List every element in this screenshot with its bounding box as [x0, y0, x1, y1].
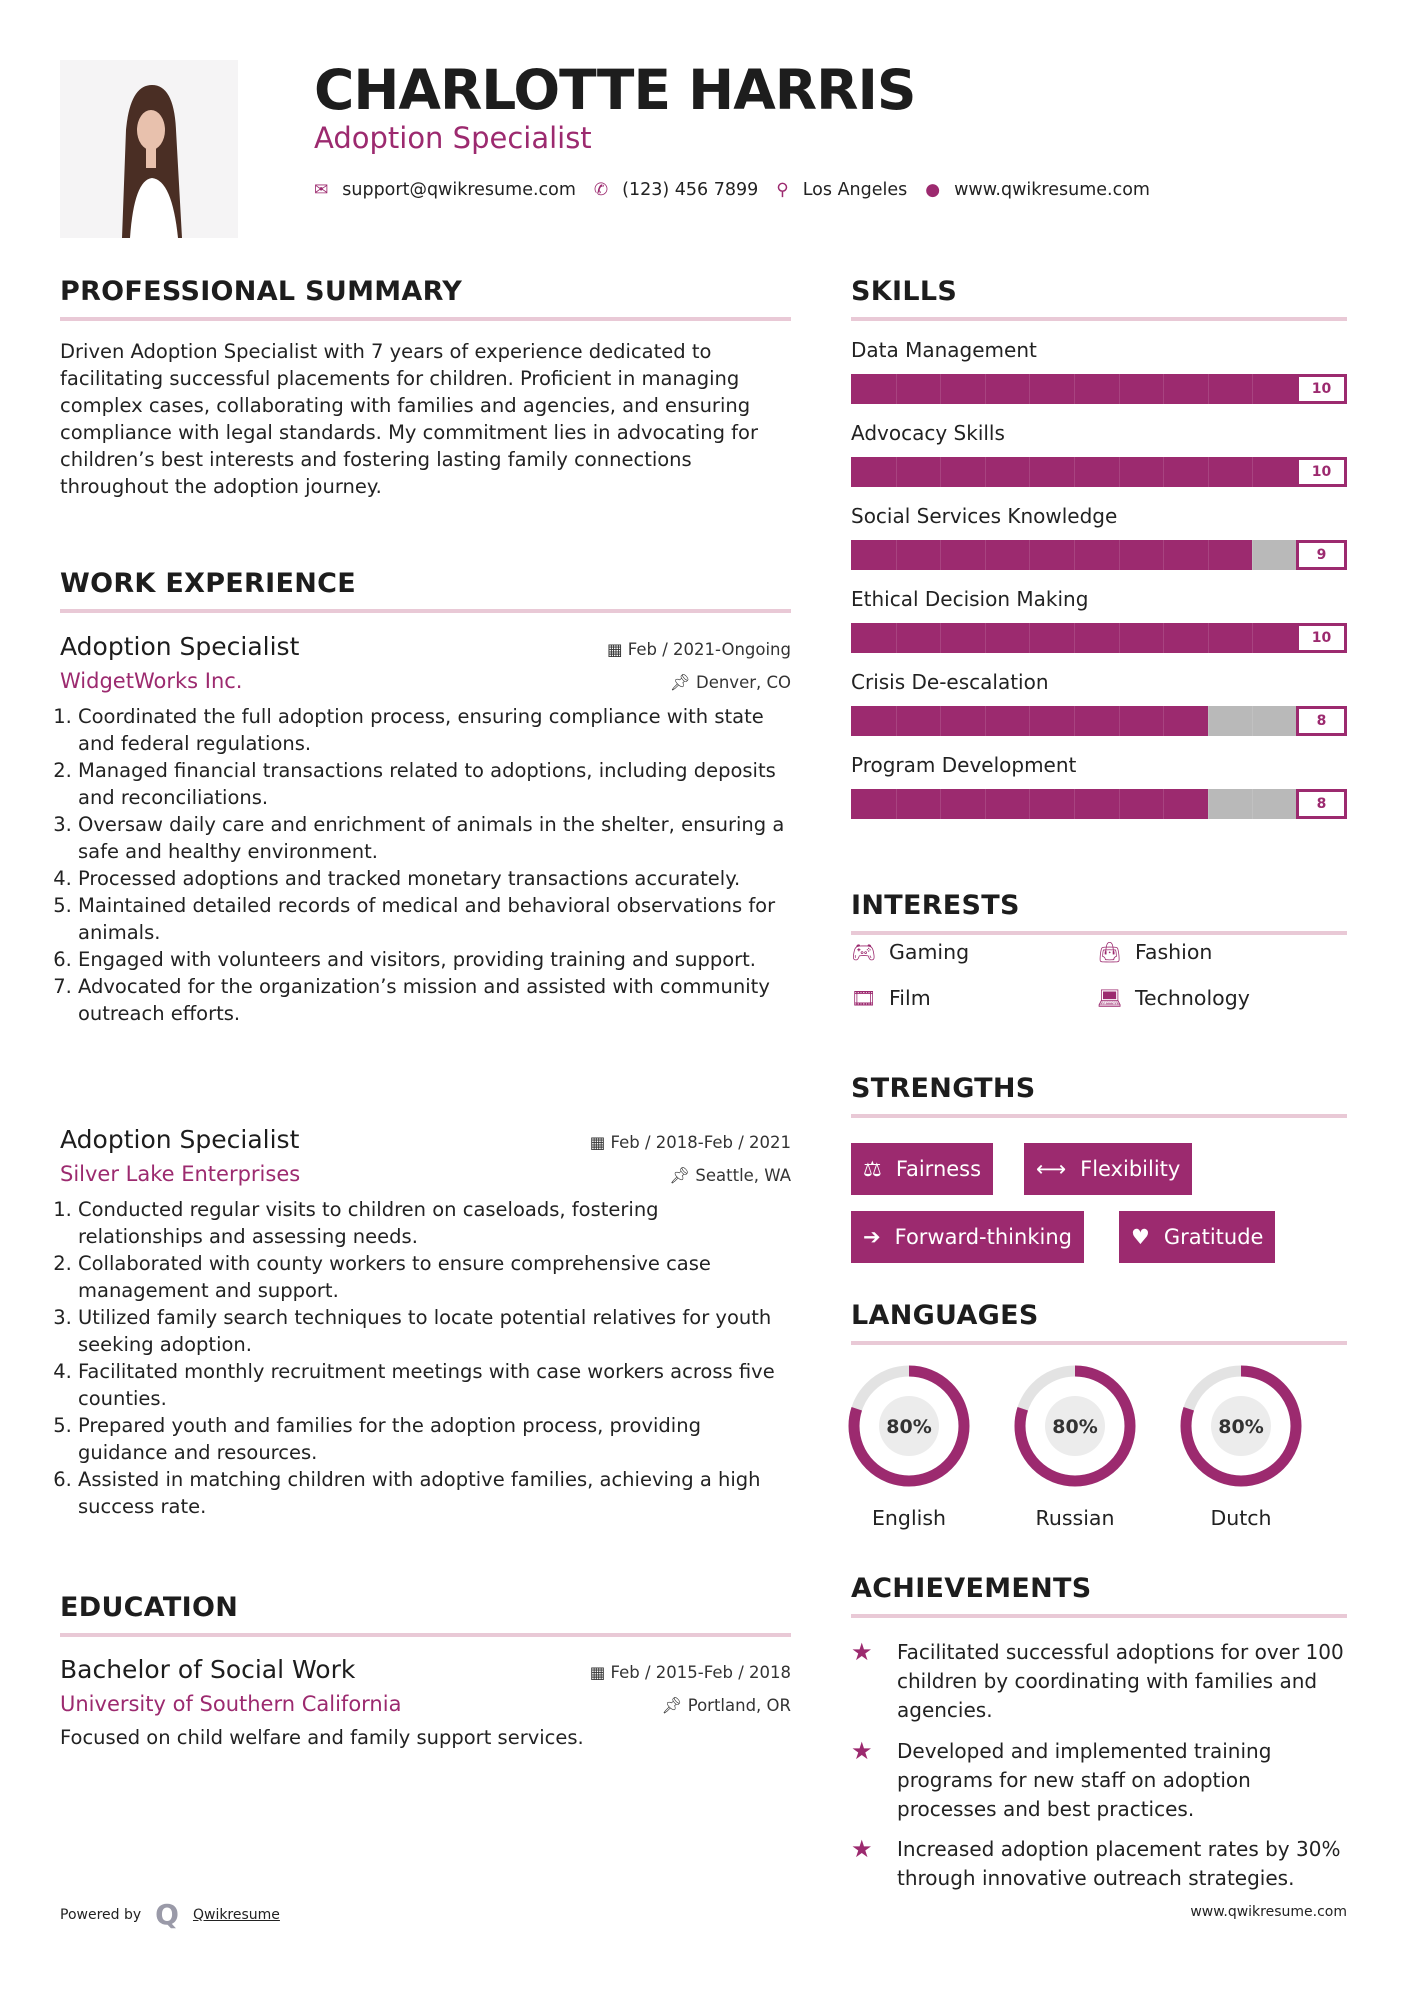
strengths-section: [851, 1073, 1347, 1273]
skill-bar: [851, 706, 1347, 736]
skill-label: Crisis De-escalation: [851, 670, 1049, 694]
skill-segment-divider: [940, 789, 941, 819]
list-item: 1. Conducted regular visits to children on caseloads, fostering relationships and assessing needs.: [78, 1196, 785, 1250]
skill-segment-divider: [1074, 623, 1075, 653]
footer-website[interactable]: www.qwikresume.com: [1190, 1904, 1347, 1920]
list-item: 4. Facilitated monthly recruitment meetings with case workers across five counties.: [78, 1358, 785, 1412]
skill-bar: [851, 457, 1347, 487]
list-item: 6. Assisted in matching children with adoptive families, achieving a high success rate.: [78, 1466, 785, 1520]
interest-fashion: [1097, 940, 1212, 964]
section-heading: STRENGTHS: [851, 1073, 1036, 1104]
film-icon: 🎞︎: [851, 986, 877, 1010]
shooting-star-icon: ★: [851, 1638, 873, 1666]
achievement-text: Facilitated successful adoptions for over 100 children by coordinating with families and agencies.: [897, 1640, 1344, 1722]
section-divider: [60, 1633, 791, 1637]
achievement-text: Increased adoption placement rates by 30% through innovative outreach strategies.: [897, 1837, 1341, 1890]
list-item: 2. Managed financial transactions related to adoptions, including deposits and reconciliations.: [78, 757, 785, 811]
section-divider: [60, 317, 791, 321]
skill-segment-divider: [896, 623, 897, 653]
skill-track: [851, 706, 1297, 736]
website-link[interactable]: www.qwikresume.com: [954, 180, 1150, 200]
section-divider: [851, 1614, 1347, 1618]
phone-text: (123) 456 7899: [622, 180, 759, 200]
section-divider: [851, 931, 1347, 935]
achievements-section: [851, 1573, 1347, 1618]
skill-segment-divider: [896, 540, 897, 570]
skill-item: [851, 504, 1347, 570]
skill-segment-divider: [985, 540, 986, 570]
skill-label: Data Management: [851, 338, 1037, 362]
skill-bar: [851, 623, 1347, 653]
strength-chip: [1119, 1211, 1275, 1263]
footer-brand: [60, 1898, 280, 1931]
section-divider: [851, 1341, 1347, 1345]
job-bullets: [60, 703, 785, 1027]
skill-track: [851, 789, 1297, 819]
skill-segment-divider: [1208, 374, 1209, 404]
interest-label: Gaming: [889, 940, 970, 964]
skill-segment-divider: [985, 623, 986, 653]
skill-segment-divider: [985, 789, 986, 819]
skill-score: 10: [1296, 457, 1347, 487]
interest-label: Fashion: [1135, 940, 1213, 964]
skill-segment-divider: [940, 623, 941, 653]
skill-segment-divider: [1074, 789, 1075, 819]
achievement-item: [851, 1638, 1347, 1725]
language-item: [847, 1364, 971, 1530]
list-item: 5. Maintained detailed records of medical and behavioral observations for animals.: [78, 892, 785, 946]
interest-gaming: [851, 940, 969, 964]
skill-bar: [851, 540, 1347, 570]
phone-icon: ✆: [593, 180, 609, 200]
section-heading: WORK EXPERIENCE: [60, 568, 356, 599]
list-item: 3. Utilized family search techniques to locate potential relatives for youth seeking adoption.: [78, 1304, 785, 1358]
gamepad-icon: 🎮︎: [851, 940, 877, 964]
job-title: Adoption Specialist: [60, 632, 300, 661]
skill-track: [851, 457, 1297, 487]
skill-segment-divider: [1029, 540, 1030, 570]
skill-label: Social Services Knowledge: [851, 504, 1118, 528]
skill-item: [851, 670, 1347, 736]
achievement-text: Developed and implemented training programs for new staff on adoption processes and best practices.: [897, 1739, 1272, 1821]
candidate-name: CHARLOTTE HARRIS: [314, 58, 916, 122]
skill-segment-divider: [1163, 457, 1164, 487]
shooting-star-icon: ★: [851, 1737, 873, 1765]
skill-segment-divider: [1163, 706, 1164, 736]
skill-segment-divider: [1074, 706, 1075, 736]
list-item: 6. Engaged with volunteers and visitors, providing training and support.: [78, 946, 785, 973]
skill-label: Advocacy Skills: [851, 421, 1005, 445]
qwikresume-link[interactable]: Qwikresume: [192, 1906, 280, 1923]
section-heading: EDUCATION: [60, 1592, 239, 1623]
skill-segment-divider: [1252, 457, 1253, 487]
job-bullets: [60, 1196, 785, 1520]
skill-segment-divider: [1208, 706, 1209, 736]
education-description: Focused on child welfare and family support services.: [60, 1726, 584, 1749]
skill-score: 10: [1296, 374, 1347, 404]
language-label: Russian: [1035, 1506, 1115, 1530]
calendar-icon: ▦: [589, 1133, 611, 1152]
skill-segment-divider: [1119, 623, 1120, 653]
candidate-title: Adoption Specialist: [314, 121, 592, 155]
skill-segment-divider: [1074, 374, 1075, 404]
skill-segment-divider: [1252, 623, 1253, 653]
strength-label: Flexibility: [1080, 1157, 1181, 1181]
section-heading: INTERESTS: [851, 890, 1020, 921]
qwikresume-logo-icon: Q: [155, 1898, 179, 1931]
skill-score: 8: [1296, 789, 1347, 819]
skill-segment-divider: [1252, 789, 1253, 819]
skill-segment-divider: [1119, 706, 1120, 736]
job-entry: [60, 1125, 791, 1520]
language-percent: 80%: [886, 1416, 932, 1438]
strength-label: Forward-thinking: [894, 1225, 1072, 1249]
language-percent: 80%: [1052, 1416, 1098, 1438]
education-date: Feb / 2015-Feb / 2018: [610, 1663, 791, 1682]
skill-item: [851, 587, 1347, 653]
skill-segment-divider: [1208, 457, 1209, 487]
skill-segment-divider: [940, 457, 941, 487]
job-date: Feb / 2021-Ongoing: [627, 640, 791, 659]
skill-segment-divider: [1074, 457, 1075, 487]
arrow-right-icon: ➔: [863, 1225, 881, 1249]
list-item: 3. Oversaw daily care and enrichment of animals in the shelter, ensuring a safe and healthy environment.: [78, 811, 785, 865]
skill-label: Program Development: [851, 753, 1077, 777]
interest-label: Technology: [1135, 986, 1250, 1010]
skill-segment-divider: [1208, 623, 1209, 653]
section-divider: [851, 1114, 1347, 1118]
school: University of Southern California: [60, 1692, 402, 1716]
calendar-icon: ▦: [606, 640, 628, 659]
location-text: Los Angeles: [802, 180, 908, 200]
skill-score: 8: [1296, 706, 1347, 736]
balance-scale-icon: ⚖: [863, 1157, 882, 1181]
skill-segment-divider: [1029, 623, 1030, 653]
language-label: English: [871, 1506, 947, 1530]
skill-fill: [851, 540, 1252, 570]
language-percent: 80%: [1218, 1416, 1264, 1438]
skill-track: [851, 623, 1297, 653]
languages-section: [851, 1300, 1347, 1540]
achievement-item: [851, 1835, 1347, 1893]
skill-segment-divider: [896, 789, 897, 819]
section-heading: PROFESSIONAL SUMMARY: [60, 276, 463, 307]
skill-track: [851, 374, 1297, 404]
skill-label: Ethical Decision Making: [851, 587, 1089, 611]
pin-icon: 📌︎: [669, 1166, 696, 1185]
skill-segment-divider: [1208, 789, 1209, 819]
shooting-star-icon: ★: [851, 1835, 873, 1863]
skill-segment-divider: [940, 540, 941, 570]
map-marker-icon: ⚲: [776, 180, 789, 200]
language-donut: [847, 1364, 971, 1488]
skill-segment-divider: [1029, 789, 1030, 819]
summary-text: Driven Adoption Specialist with 7 years of experience dedicated to facilitating successful placements for children. Proficient in managing complex cases, collaborating with families and agencies, and ensuring compliance with legal standards. My commitment lies in advocating for children’s best interests and fostering lasting family connections throughout the adoption journey.: [60, 340, 758, 498]
language-item: [1179, 1364, 1303, 1530]
calendar-icon: ▦: [589, 1663, 611, 1682]
skill-item: [851, 753, 1347, 819]
skills-section: [851, 276, 1347, 819]
achievement-item: [851, 1737, 1347, 1824]
strength-chip: [851, 1143, 993, 1195]
skill-segment-divider: [1119, 789, 1120, 819]
language-label: Dutch: [1210, 1506, 1272, 1530]
globe-icon: ●: [925, 180, 941, 200]
language-item: [1013, 1364, 1137, 1530]
work-section: [60, 568, 791, 613]
section-heading: ACHIEVEMENTS: [851, 1573, 1092, 1604]
education-location: Portland, OR: [687, 1696, 791, 1715]
skill-segment-divider: [940, 706, 941, 736]
skill-segment-divider: [985, 457, 986, 487]
section-heading: SKILLS: [851, 276, 958, 307]
strength-label: Fairness: [895, 1157, 982, 1181]
skill-segment-divider: [1029, 457, 1030, 487]
skill-score: 10: [1296, 623, 1347, 653]
skill-segment-divider: [1252, 540, 1253, 570]
skill-segment-divider: [1163, 789, 1164, 819]
interests-section: [851, 890, 1347, 1030]
skill-segment-divider: [1119, 457, 1120, 487]
job-entry: [60, 632, 791, 1027]
powered-by-text: Powered by: [60, 1906, 142, 1923]
company-name: WidgetWorks Inc.: [60, 669, 243, 693]
skill-bar: [851, 374, 1347, 404]
strength-chip: [1024, 1143, 1192, 1195]
skill-track: [851, 540, 1297, 570]
job-title: Adoption Specialist: [60, 1125, 300, 1154]
heart-icon: ♥: [1131, 1225, 1150, 1249]
job-location: Denver, CO: [695, 673, 791, 692]
list-item: 5. Prepared youth and families for the adoption process, providing guidance and resources.: [78, 1412, 785, 1466]
skill-bar: [851, 789, 1347, 819]
skill-item: [851, 338, 1347, 404]
list-item: 4. Processed adoptions and tracked monetary transactions accurately.: [78, 865, 785, 892]
profile-photo: [60, 60, 238, 238]
skill-segment-divider: [896, 706, 897, 736]
email-link[interactable]: support@qwikresume.com: [342, 180, 576, 200]
strength-chip: [851, 1211, 1084, 1263]
skill-segment-divider: [1074, 540, 1075, 570]
company-name: Silver Lake Enterprises: [60, 1162, 301, 1186]
language-donut: [1179, 1364, 1303, 1488]
section-divider: [60, 609, 791, 613]
skill-segment-divider: [1029, 706, 1030, 736]
strength-label: Gratitude: [1163, 1225, 1264, 1249]
envelope-icon: ✉: [314, 180, 329, 200]
arrows-horizontal-icon: ⟷: [1036, 1157, 1067, 1181]
laptop-icon: 💻︎: [1097, 986, 1123, 1010]
interest-technology: [1097, 986, 1250, 1010]
skill-segment-divider: [1252, 374, 1253, 404]
skill-segment-divider: [1119, 540, 1120, 570]
education-section: [60, 1592, 791, 1751]
list-item: 7. Advocated for the organization’s mission and assisted with community outreach efforts.: [78, 973, 785, 1027]
skill-segment-divider: [985, 706, 986, 736]
pin-icon: 📌︎: [661, 1696, 688, 1715]
skill-segment-divider: [1163, 374, 1164, 404]
skill-segment-divider: [985, 374, 986, 404]
interest-film: [851, 986, 931, 1010]
skill-segment-divider: [1163, 623, 1164, 653]
summary-section: [60, 276, 791, 500]
degree: Bachelor of Social Work: [60, 1655, 356, 1684]
skill-score: 9: [1296, 540, 1347, 570]
language-donut: [1013, 1364, 1137, 1488]
job-location: Seattle, WA: [695, 1166, 791, 1185]
list-item: 1. Coordinated the full adoption process, ensuring compliance with state and federal regulations.: [78, 703, 785, 757]
pin-icon: 📌︎: [669, 673, 696, 692]
list-item: 2. Collaborated with county workers to ensure comprehensive case management and support.: [78, 1250, 785, 1304]
interest-label: Film: [889, 986, 931, 1010]
skill-segment-divider: [1029, 374, 1030, 404]
skill-segment-divider: [940, 374, 941, 404]
skill-segment-divider: [896, 457, 897, 487]
skill-segment-divider: [896, 374, 897, 404]
skill-item: [851, 421, 1347, 487]
skill-segment-divider: [1163, 540, 1164, 570]
section-divider: [851, 317, 1347, 321]
skill-segment-divider: [1208, 540, 1209, 570]
section-heading: LANGUAGES: [851, 1300, 1039, 1331]
job-date: Feb / 2018-Feb / 2021: [610, 1133, 791, 1152]
skill-segment-divider: [1252, 706, 1253, 736]
shopping-bag-icon: 👜︎: [1097, 940, 1123, 964]
skill-segment-divider: [1119, 374, 1120, 404]
contact-row: [314, 180, 1168, 200]
